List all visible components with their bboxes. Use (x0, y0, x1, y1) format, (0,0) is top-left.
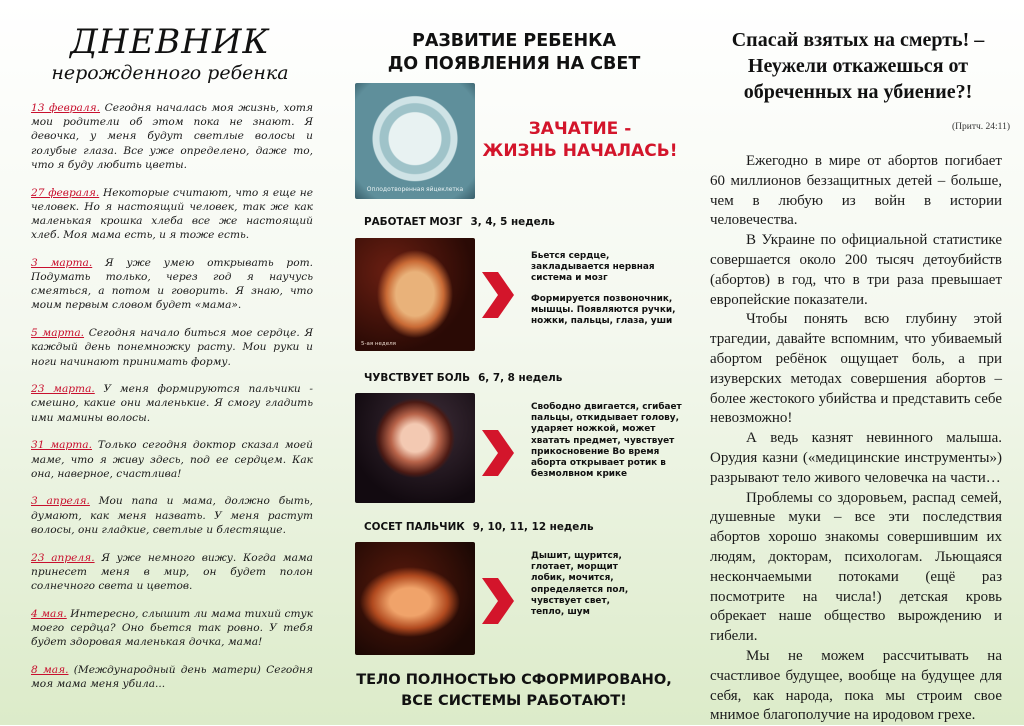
diary-entry (31, 101, 313, 172)
development-conclusion (340, 669, 688, 711)
entry-date: 8 мая. (31, 663, 69, 676)
conception-heading (480, 118, 680, 162)
appeal-title (698, 27, 1018, 105)
diary-column (0, 0, 340, 725)
appeal-title-line: Спасай взятых на смерть! – (731, 29, 985, 51)
entry-date: 3 марта. (31, 256, 93, 269)
diary-title: ДНЕВНИК (70, 22, 270, 62)
entry-date: 13 февраля. (31, 102, 101, 114)
diary-entry (31, 438, 313, 481)
diary-entry (31, 382, 313, 425)
stage-name: ЧУВСТВУЕТ БОЛЬ (364, 372, 471, 384)
stage-name: СОСЕТ ПАЛЬЧИК (364, 521, 465, 533)
entry-text: У меня формируются пальчики - смешно, какие они маленькие. Я смогу гладить ими мамины волосы. (31, 383, 313, 424)
diary-subtitle: нерожденного ребенка (51, 62, 289, 84)
stage-paragraph: Дышит, щурится, глотает, морщит лобик, мочится, определяется пол, чувствует свет, тепло, шум (531, 551, 629, 618)
conception-line: ЗАЧАТИЕ - (528, 119, 632, 139)
appeal-paragraph: Проблемы со здоровьем, распад семей, душевные муки – все эти последствия абортов хорошо знакомы совершившим их людям, докторам, психологам. Льющаяся нескончаемыми потоками (ещё раз посмотрите на числа!) детская кровь обрекает наше общество вырождению и гибели. (710, 489, 1002, 645)
entry-date: 31 марта. (31, 439, 92, 452)
stage-name: РАБОТАЕТ МОЗГ (364, 216, 463, 228)
stage-paragraph: Бьется сердце, закладывается нервная система и мозг (531, 251, 655, 284)
appeal-paragraph: В Украине по официальной статистике совершается около 200 тысяч детоубийств (абортов) в год, что в три раза превышает европейские показатели. (710, 232, 1002, 308)
stage-label (364, 216, 555, 228)
stage-paragraph: Свободно двигается, сгибает пальцы, откидывает голову, ударяет ножкой, может хватать предмет, чувствует прикосновение Во время аборта открывает ротик в безмолвном крике (531, 402, 682, 480)
entry-text: Я уже умею открывать рот. Подумать только, через год я научусь смеяться, а потом и говорить. Я знаю, что моим первым словом будет «мама». (31, 256, 313, 312)
chevron-right-icon (480, 430, 514, 476)
diary-entry (31, 607, 313, 650)
entry-text: Некоторые считают, что я еще не человек. Но я настоящий человек, так же как маленькая крошка хлеба все же настоящий хлеб. Моя мама есть, и я тоже есть. (31, 186, 313, 242)
diary-entry (31, 551, 313, 594)
entry-text: Интересно, слышит ли мама тихий стук моего сердца? Оно бьется так ровно. У тебя будет здоровая маленькая дочка, мама! (31, 607, 314, 649)
entry-date: 3 апреля. (31, 495, 90, 508)
image-caption: 5-ая неделя (361, 341, 396, 347)
stage-description (531, 402, 686, 489)
development-column (340, 0, 688, 725)
entry-text: Мои папа и мама, должно быть, думают, как меня назвать. У меня растут волосы, они гладкие, светлые и блестящие. (31, 495, 313, 536)
embryo-image-6-8-weeks (355, 393, 475, 503)
appeal-paragraph: А ведь казнят невинного малыша. Орудия казни («медицинские инструменты») разрывают тело живого человечка на части… (710, 430, 1002, 486)
entry-date: 4 мая. (31, 607, 67, 620)
fertilized-egg-image (355, 83, 475, 199)
chevron-right-icon (480, 272, 514, 318)
conclusion-line: ВСЕ СИСТЕМЫ РАБОТАЮТ! (401, 692, 627, 709)
development-title-line: РАЗВИТИЕ РЕБЕНКА (412, 31, 616, 51)
stage-label (364, 521, 594, 533)
scripture-reference: (Притч. 24:11) (952, 122, 1010, 132)
entry-text: Я уже немного вижу. Когда мама принесет меня в мир, он будет полон солнечного света и цветов. (31, 551, 313, 592)
diary-entry (31, 663, 313, 691)
entry-text: Только сегодня доктор сказал моей маме, что я живу здесь, под ее сердцем. Как она, наверное, счастлива! (31, 439, 313, 480)
chevron-right-icon (480, 578, 514, 624)
entry-text: Сегодня началась моя жизнь, хотя мои родители об этом пока не знают. Я девочка, у меня будут светлые волосы и голубые глаза. Все уже определено, даже то, что я буду любить цветы. (31, 102, 313, 171)
stage-description (531, 551, 641, 627)
stage-weeks: 6, 7, 8 недель (478, 372, 563, 384)
entry-text: (Международный день матери) Сегодня моя мама меня убила... (31, 663, 313, 690)
conclusion-line: ТЕЛО ПОЛНОСТЬЮ СФОРМИРОВАНО, (356, 671, 672, 688)
entry-text: Сегодня начало биться мое сердце. Я каждый день понемножку расту. Мои руки и ноги начинают принимать форму. (31, 327, 313, 368)
stage-description (531, 251, 686, 336)
diary-entries (31, 101, 313, 705)
appeal-title-line: обреченных на убиение?! (743, 81, 973, 103)
development-title (340, 30, 688, 76)
conception-line: ЖИЗНЬ НАЧАЛАСЬ! (482, 141, 678, 161)
appeal-column (688, 0, 1024, 725)
fertilized-egg-caption: Оплодотворенная яйцеклетка (366, 186, 464, 193)
appeal-paragraph: Мы не можем рассчитывать на счастливое будущее, вообще на будущее для себя, как народа, пока мы строим свое мнимое благополучие на иродовом грехе. (710, 647, 1002, 724)
development-title-line: ДО ПОЯВЛЕНИЯ НА СВЕТ (387, 54, 641, 74)
diary-entry (31, 256, 313, 313)
diary-entry (31, 186, 313, 243)
entry-date: 5 марта. (31, 327, 85, 340)
diary-entry (31, 494, 313, 537)
entry-date: 27 февраля. (31, 186, 100, 199)
stage-weeks: 9, 10, 11, 12 недель (472, 521, 594, 533)
stage-weeks: 3, 4, 5 недель (470, 216, 555, 228)
fetus-image-9-12-weeks (355, 542, 475, 655)
diary-entry (31, 326, 313, 369)
appeal-paragraph: Чтобы понять всю глубину этой трагедии, давайте вспомним, что убиваемый абортом ребёнок ощущает боль, а при изуверских методах совершения абортов – более жестокого убийства и представить себе невозможно! (710, 311, 1002, 427)
stage-label (364, 372, 562, 384)
appeal-body (710, 152, 1002, 726)
appeal-paragraph: Ежегодно в мире от абортов погибает 60 миллионов беззащитных детей – больше, чем в любую из войн в истории человечества. (710, 153, 1002, 229)
entry-date: 23 марта. (31, 383, 95, 396)
entry-date: 23 апреля. (31, 551, 95, 564)
embryo-image-5-weeks (355, 238, 475, 351)
stage-paragraph: Формируется позвоночник, мышцы. Появляются ручки, ножки, пальцы, глаза, уши (531, 293, 676, 327)
appeal-title-line: Неужели откажешься от (747, 55, 969, 77)
